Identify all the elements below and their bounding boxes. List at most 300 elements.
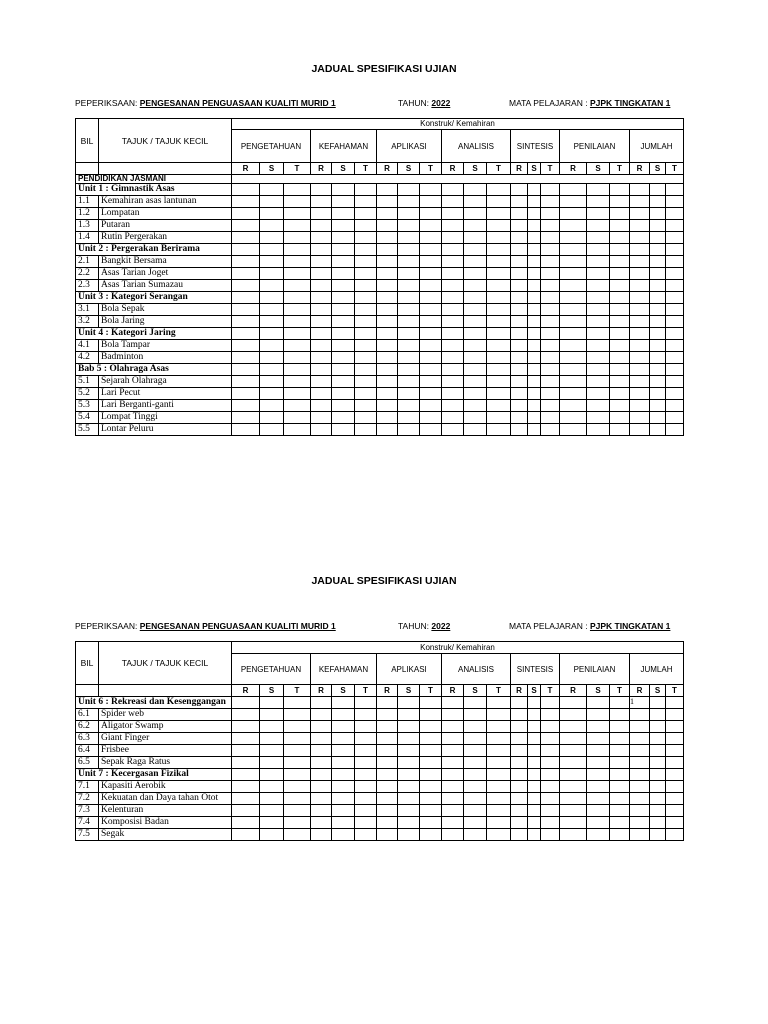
data-cell <box>650 388 666 400</box>
data-cell <box>260 196 284 208</box>
data-cell <box>355 793 377 805</box>
data-cell <box>355 304 377 316</box>
data-cell <box>630 376 650 388</box>
data-cell <box>511 208 528 220</box>
data-cell <box>260 232 284 244</box>
data-cell <box>332 400 355 412</box>
data-cell <box>232 424 260 436</box>
data-cell <box>398 280 420 292</box>
data-cell <box>587 232 610 244</box>
data-cell <box>284 208 311 220</box>
data-cell <box>487 304 511 316</box>
data-cell <box>511 316 528 328</box>
data-cell <box>420 709 442 721</box>
data-cell <box>260 208 284 220</box>
unit-row <box>76 697 684 709</box>
data-cell <box>398 829 420 841</box>
tajuk-header: TAJUK / TAJUK KECIL <box>99 119 232 163</box>
data-cell <box>284 292 311 304</box>
data-cell <box>332 793 355 805</box>
data-cell <box>630 304 650 316</box>
table-row <box>76 280 684 292</box>
data-cell <box>610 769 630 781</box>
data-cell <box>398 709 420 721</box>
rst-header-cell: R <box>511 685 528 697</box>
data-cell <box>487 340 511 352</box>
data-cell <box>511 733 528 745</box>
data-cell <box>377 745 398 757</box>
rst-header-cell: T <box>284 163 311 175</box>
data-cell <box>587 256 610 268</box>
data-cell <box>232 328 260 340</box>
data-cell <box>587 697 610 709</box>
data-cell <box>311 304 332 316</box>
mata-pelajaran-label: MATA PELAJARAN : <box>509 621 588 631</box>
data-cell <box>332 196 355 208</box>
data-cell <box>610 256 630 268</box>
data-cell <box>420 781 442 793</box>
data-cell <box>560 721 587 733</box>
data-cell <box>284 316 311 328</box>
data-cell <box>464 376 487 388</box>
data-cell <box>355 292 377 304</box>
data-cell <box>311 208 332 220</box>
data-cell <box>464 805 487 817</box>
data-cell <box>528 697 541 709</box>
rst-header-cell: S <box>398 685 420 697</box>
data-cell <box>650 721 666 733</box>
data-cell <box>560 220 587 232</box>
table-row <box>76 196 684 208</box>
row-bil: 3.1 <box>76 304 99 316</box>
data-cell <box>420 256 442 268</box>
data-cell <box>541 424 560 436</box>
data-cell <box>232 769 260 781</box>
data-cell <box>528 184 541 196</box>
data-cell <box>666 697 684 709</box>
data-cell <box>650 364 666 376</box>
rst-header-cell: T <box>610 685 630 697</box>
data-cell <box>528 268 541 280</box>
data-cell <box>420 220 442 232</box>
row-bil: 1.4 <box>76 232 99 244</box>
rst-header-cell: T <box>666 163 684 175</box>
data-cell <box>528 805 541 817</box>
data-cell <box>464 328 487 340</box>
data-cell <box>666 256 684 268</box>
category-header: JUMLAH <box>630 654 684 685</box>
row-tajuk: Bola Jaring <box>99 316 232 328</box>
data-cell <box>260 340 284 352</box>
data-cell <box>442 709 464 721</box>
category-header: SINTESIS <box>511 654 560 685</box>
data-cell <box>311 709 332 721</box>
data-cell <box>587 412 610 424</box>
data-cell <box>666 829 684 841</box>
data-cell <box>311 280 332 292</box>
data-cell <box>464 424 487 436</box>
data-cell <box>260 328 284 340</box>
data-cell <box>442 412 464 424</box>
data-cell <box>332 364 355 376</box>
data-cell <box>630 769 650 781</box>
data-cell <box>420 733 442 745</box>
unit-title: Bab 5 : Olahraga Asas <box>76 364 232 376</box>
data-cell <box>610 817 630 829</box>
unit-title: Unit 1 : Gimnastik Asas <box>76 184 232 196</box>
data-cell <box>528 352 541 364</box>
data-cell <box>464 304 487 316</box>
data-cell <box>650 757 666 769</box>
data-cell <box>398 328 420 340</box>
data-cell <box>464 817 487 829</box>
data-cell <box>666 793 684 805</box>
data-cell <box>487 817 511 829</box>
blank-cell <box>99 685 232 697</box>
data-cell <box>442 400 464 412</box>
data-cell <box>442 316 464 328</box>
data-cell <box>442 781 464 793</box>
data-cell <box>650 745 666 757</box>
data-cell <box>560 196 587 208</box>
rst-header-cell: R <box>442 163 464 175</box>
table-row <box>76 256 684 268</box>
data-cell <box>511 388 528 400</box>
data-cell <box>610 208 630 220</box>
data-cell <box>666 400 684 412</box>
rst-header-cell: T <box>355 163 377 175</box>
data-cell <box>442 424 464 436</box>
data-cell <box>560 280 587 292</box>
data-cell <box>332 757 355 769</box>
data-cell <box>311 697 332 709</box>
data-cell <box>442 697 464 709</box>
data-cell <box>610 352 630 364</box>
data-cell <box>355 388 377 400</box>
data-cell <box>398 769 420 781</box>
data-cell <box>541 232 560 244</box>
data-cell <box>511 817 528 829</box>
bil-header: BIL <box>76 119 99 163</box>
data-cell <box>420 328 442 340</box>
data-cell <box>511 697 528 709</box>
data-cell <box>650 304 666 316</box>
data-cell <box>332 829 355 841</box>
data-cell <box>511 244 528 256</box>
row-tajuk: Frisbee <box>99 745 232 757</box>
category-header: PENILAIAN <box>560 130 630 163</box>
data-cell <box>442 304 464 316</box>
data-cell <box>260 280 284 292</box>
data-cell <box>232 256 260 268</box>
row-bil: 2.2 <box>76 268 99 280</box>
data-cell <box>464 352 487 364</box>
data-cell <box>630 733 650 745</box>
data-cell <box>630 757 650 769</box>
rst-header-cell: T <box>284 685 311 697</box>
data-cell <box>464 220 487 232</box>
data-cell <box>398 376 420 388</box>
data-cell <box>487 208 511 220</box>
data-cell <box>650 697 666 709</box>
konstruk-header: Konstruk/ Kemahiran <box>232 642 684 654</box>
data-cell <box>420 352 442 364</box>
data-cell <box>232 745 260 757</box>
data-cell <box>610 709 630 721</box>
data-cell <box>511 757 528 769</box>
rst-header-cell: R <box>232 685 260 697</box>
data-cell <box>398 316 420 328</box>
data-cell <box>560 424 587 436</box>
data-cell <box>630 388 650 400</box>
data-cell <box>650 208 666 220</box>
data-cell <box>398 232 420 244</box>
tahun-label: TAHUN: <box>398 621 430 631</box>
category-header: PENILAIAN <box>560 654 630 685</box>
data-cell <box>464 196 487 208</box>
data-cell <box>260 805 284 817</box>
data-cell <box>630 208 650 220</box>
data-cell <box>355 280 377 292</box>
table-row <box>76 268 684 280</box>
data-cell <box>232 196 260 208</box>
data-cell <box>487 721 511 733</box>
unit-title: Unit 7 : Kecergasan Fizikal <box>76 769 232 781</box>
data-cell <box>284 424 311 436</box>
data-cell <box>528 376 541 388</box>
data-cell <box>232 376 260 388</box>
data-cell <box>284 721 311 733</box>
data-cell <box>260 352 284 364</box>
data-cell <box>284 376 311 388</box>
subject-row-blank <box>232 175 684 184</box>
category-header: APLIKASI <box>377 130 442 163</box>
data-cell <box>355 184 377 196</box>
data-cell <box>630 220 650 232</box>
data-cell <box>398 196 420 208</box>
data-cell <box>232 400 260 412</box>
data-cell <box>528 745 541 757</box>
data-cell <box>666 304 684 316</box>
row-bil: 6.2 <box>76 721 99 733</box>
data-cell <box>311 781 332 793</box>
data-cell <box>630 364 650 376</box>
rst-header-cell: S <box>650 163 666 175</box>
data-cell <box>666 328 684 340</box>
data-cell <box>377 268 398 280</box>
rst-header-cell: T <box>355 685 377 697</box>
data-cell <box>528 316 541 328</box>
data-cell <box>355 709 377 721</box>
data-cell <box>610 781 630 793</box>
peperiksaan-label: PEPERIKSAAN: <box>75 621 138 631</box>
peperiksaan-label: PEPERIKSAAN: <box>75 98 138 108</box>
data-cell <box>541 721 560 733</box>
rst-header-cell: S <box>528 163 541 175</box>
data-cell <box>355 733 377 745</box>
data-cell <box>528 412 541 424</box>
data-cell <box>511 709 528 721</box>
data-cell <box>284 829 311 841</box>
data-cell <box>630 256 650 268</box>
data-cell <box>355 829 377 841</box>
data-cell <box>587 220 610 232</box>
data-cell <box>666 781 684 793</box>
data-cell <box>355 208 377 220</box>
blank-cell <box>76 685 99 697</box>
data-cell <box>355 340 377 352</box>
data-cell <box>541 805 560 817</box>
data-cell <box>630 196 650 208</box>
data-cell <box>511 721 528 733</box>
blank-cell <box>76 163 99 175</box>
data-cell <box>610 733 630 745</box>
data-cell <box>442 244 464 256</box>
data-cell <box>560 304 587 316</box>
unit-title: Unit 2 : Pergerakan Berirama <box>76 244 232 256</box>
data-cell <box>560 829 587 841</box>
data-cell <box>311 721 332 733</box>
row-bil: 7.4 <box>76 817 99 829</box>
rst-header-cell: R <box>311 163 332 175</box>
row-tajuk: Sepak Raga Ratus <box>99 757 232 769</box>
data-cell <box>311 328 332 340</box>
data-cell <box>442 328 464 340</box>
data-cell <box>587 757 610 769</box>
data-cell <box>260 424 284 436</box>
data-cell <box>541 400 560 412</box>
data-cell <box>377 388 398 400</box>
data-cell <box>650 340 666 352</box>
rst-header-cell: T <box>487 163 511 175</box>
data-cell <box>610 757 630 769</box>
data-cell <box>420 388 442 400</box>
table-row <box>76 829 684 841</box>
data-cell <box>666 340 684 352</box>
data-cell <box>442 232 464 244</box>
data-cell <box>487 781 511 793</box>
data-cell <box>630 340 650 352</box>
data-cell <box>332 304 355 316</box>
data-cell <box>332 352 355 364</box>
data-cell <box>610 232 630 244</box>
data-cell <box>232 829 260 841</box>
data-cell <box>487 232 511 244</box>
data-cell <box>311 745 332 757</box>
row-tajuk: Rutin Pergerakan <box>99 232 232 244</box>
data-cell <box>442 721 464 733</box>
data-cell <box>284 733 311 745</box>
data-cell <box>560 328 587 340</box>
row-tajuk: Kekuatan dan Daya tahan Otot <box>99 793 232 805</box>
page-title: JADUAL SPESIFIKASI UJIAN <box>311 63 457 75</box>
data-cell <box>666 745 684 757</box>
data-cell <box>377 196 398 208</box>
row-bil: 5.2 <box>76 388 99 400</box>
page-title: JADUAL SPESIFIKASI UJIAN <box>311 575 457 587</box>
data-cell <box>398 208 420 220</box>
data-cell <box>528 400 541 412</box>
data-cell <box>332 745 355 757</box>
data-cell <box>377 817 398 829</box>
data-cell <box>232 268 260 280</box>
data-cell <box>560 292 587 304</box>
data-cell <box>511 256 528 268</box>
row-bil: 6.4 <box>76 745 99 757</box>
data-cell <box>398 244 420 256</box>
data-cell <box>650 793 666 805</box>
data-cell <box>311 196 332 208</box>
data-cell <box>560 364 587 376</box>
data-cell <box>610 805 630 817</box>
data-cell <box>541 412 560 424</box>
data-cell <box>541 328 560 340</box>
data-cell <box>232 781 260 793</box>
data-cell <box>311 424 332 436</box>
data-cell <box>541 292 560 304</box>
data-cell <box>610 292 630 304</box>
data-cell <box>511 364 528 376</box>
data-cell <box>260 793 284 805</box>
data-cell <box>420 817 442 829</box>
data-cell <box>420 721 442 733</box>
table-row <box>76 232 684 244</box>
data-cell <box>528 721 541 733</box>
data-cell <box>260 709 284 721</box>
data-cell <box>311 400 332 412</box>
data-cell <box>232 733 260 745</box>
data-cell <box>284 184 311 196</box>
data-cell <box>332 805 355 817</box>
data-cell <box>650 769 666 781</box>
data-cell <box>541 220 560 232</box>
data-cell <box>284 709 311 721</box>
data-cell <box>487 745 511 757</box>
data-cell <box>630 805 650 817</box>
row-tajuk: Segak <box>99 829 232 841</box>
data-cell <box>442 268 464 280</box>
data-cell <box>587 304 610 316</box>
data-cell <box>650 781 666 793</box>
data-cell <box>377 244 398 256</box>
data-cell <box>650 256 666 268</box>
data-cell <box>232 304 260 316</box>
mata-pelajaran-line <box>509 621 670 631</box>
data-cell <box>260 244 284 256</box>
data-cell <box>587 733 610 745</box>
data-cell <box>311 388 332 400</box>
data-cell <box>666 196 684 208</box>
data-cell <box>541 781 560 793</box>
rst-header-cell: T <box>610 163 630 175</box>
data-cell <box>355 400 377 412</box>
data-cell <box>541 196 560 208</box>
data-cell <box>377 304 398 316</box>
data-cell <box>610 220 630 232</box>
data-cell <box>587 328 610 340</box>
data-cell <box>541 829 560 841</box>
row-bil: 2.1 <box>76 256 99 268</box>
data-cell <box>442 793 464 805</box>
row-tajuk: Lari Berganti-ganti <box>99 400 232 412</box>
data-cell <box>541 340 560 352</box>
data-cell <box>511 352 528 364</box>
row-bil: 7.2 <box>76 793 99 805</box>
data-cell <box>610 400 630 412</box>
data-cell <box>377 328 398 340</box>
data-cell <box>666 757 684 769</box>
data-cell <box>398 220 420 232</box>
